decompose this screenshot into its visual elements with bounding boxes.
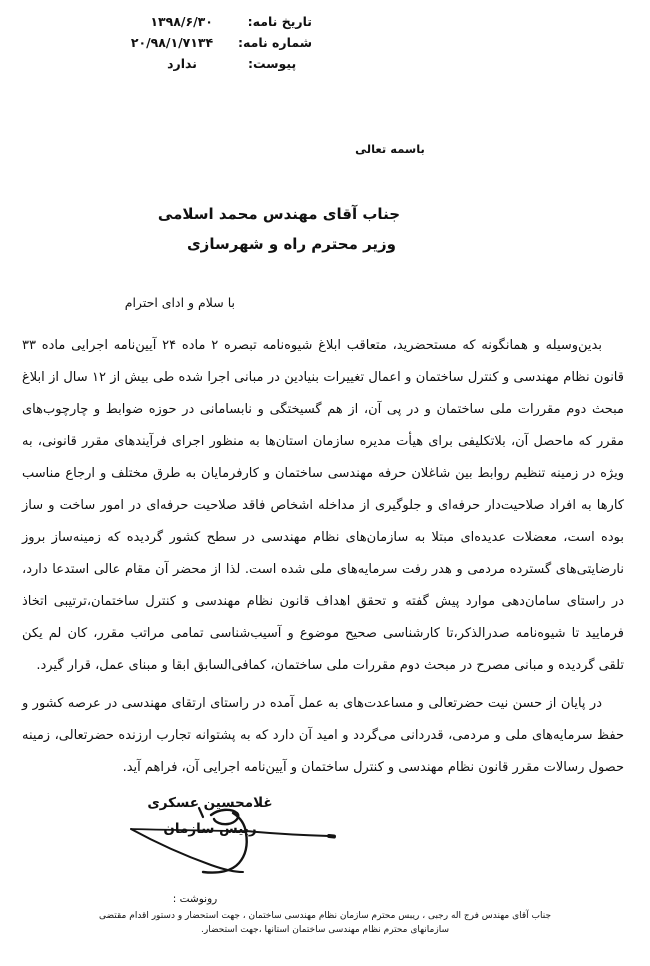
recipient-role: وزیر محترم راه و شهرسازی [186,235,396,253]
letter-date-label: تاریخ نامه: [247,14,312,29]
letter-attachment-row [120,56,312,71]
letter-number-row [120,35,312,50]
handwritten-signature-icon [115,793,375,893]
list-item: جناب آقای مهندس فرج اله رجبی ، ریبس محترم سازمان نظام مهندسی ساختمان ، جهت استحضار و دستور اقدام مقتضی [98,911,552,921]
copies-label: رونوشت : [172,893,218,905]
letter-number-value: ۲۰/۹۸/۱/۷۱۳۴ [130,35,214,50]
recipient-block [0,205,650,253]
copies-block [0,893,650,935]
copies-list [0,911,650,935]
letter-date-value: ۱۳۹۸/۶/۳۰ [150,14,213,29]
letter-attachment-label: پیوست: [248,56,297,71]
letter-date-row [120,14,312,29]
body-paragraph: در پایان از حسن نیت حضرتعالی و مساعدت‌های به عمل آمده در راستای ارتقای مهندسی در عرصه کشور و حفظ سرمایه‌های ملی و مردمی، قدردانی می‌گردد و امید آن دارد که به پشتوانه تجارب ارزنده حضرتعالی، زمینه حصول رسالات مقرر قانون نظام مهندسی و کنترل ساختمان و آیین‌نامه اجرایی آن، فراهم آید. [22,696,624,775]
letter-meta-block [120,14,312,71]
letter-number-label: شماره نامه: [238,35,312,50]
letter-attachment-value: ندارد [167,56,197,71]
signatory-role: رییس سازمان [163,821,257,837]
body-paragraph: بدین‌وسیله و همانگونه که مستحضرید، متعاقب ابلاغ شیوه‌نامه تبصره ۲ ماده ۲۴ آیین‌نامه اجرایی ماده ۳۳ قانون نظام مهندسی و کنترل ساختمان و اعمال تغییرات بنیادین در مبانی اجرا شده طی بیش از ۱۲ سال از ابلاغ مبحث دوم مقررات ملی ساختمان و در پی آن، از هم گسیختگی و نابسامانی در حوزه ضوابط و چارچوب‌های مقرر که ماحصل آن، بلاتکلیفی برای هیأت مدیره سازمان استان‌ها به منظور اجرای فرآیندهای مقرر قانونی، به ویژه در زمینه تنظیم روابط بین شاغلان حرفه مهندسی ساختمان و کارفرمایان به طرق مختلف و ارجاع مناسب کارها به افراد صلاحیت‌دار حرفه‌ای و جلوگیری از مداخله اشخاص فاقد صلاحیت حرفه‌ای در امور ساخت و ساز بوده است، معضلات عدیده‌ای مبتلا به سازمان‌های نظام مهندسی در سطح کشور گردیده که زمینه‌ساز بروز نارضایتی‌های گسترده مردمی و هدر رفت سرمایه‌های ملی شده است. لذا از محضر آن مقام عالی استدعا دارد، در راستای سامان‌دهی موارد پیش گفته و تحقق اهداف قانون نظام مهندسی و کنترل ساختمان،ترتیبی اتخاذ فرمایید تا شیوه‌نامه صدرالذکر،تا کارشناسی صحیح موضوع و آسیب‌شناسی تمامی مراتب مقرر، کان لم یکن تلقی گردیده و مبانی مصرح در مبحث دوم مقررات ملی ساختمان، کمافی‌السابق ابقا و مبنای عمل، قرار گیرد. [22,338,624,673]
basmala-heading: باسمه تعالی [355,142,425,156]
letter-body [22,330,624,784]
list-item: سازمانهای محترم نظام مهندسی ساختمان استانها ،جهت استحضار. [201,925,449,935]
salutation-line: با سلام و ادای احترام [124,295,235,310]
signatory-name: غلامحسین عسکری [147,795,273,811]
recipient-name: جناب آقای مهندس محمد اسلامی [157,205,400,223]
